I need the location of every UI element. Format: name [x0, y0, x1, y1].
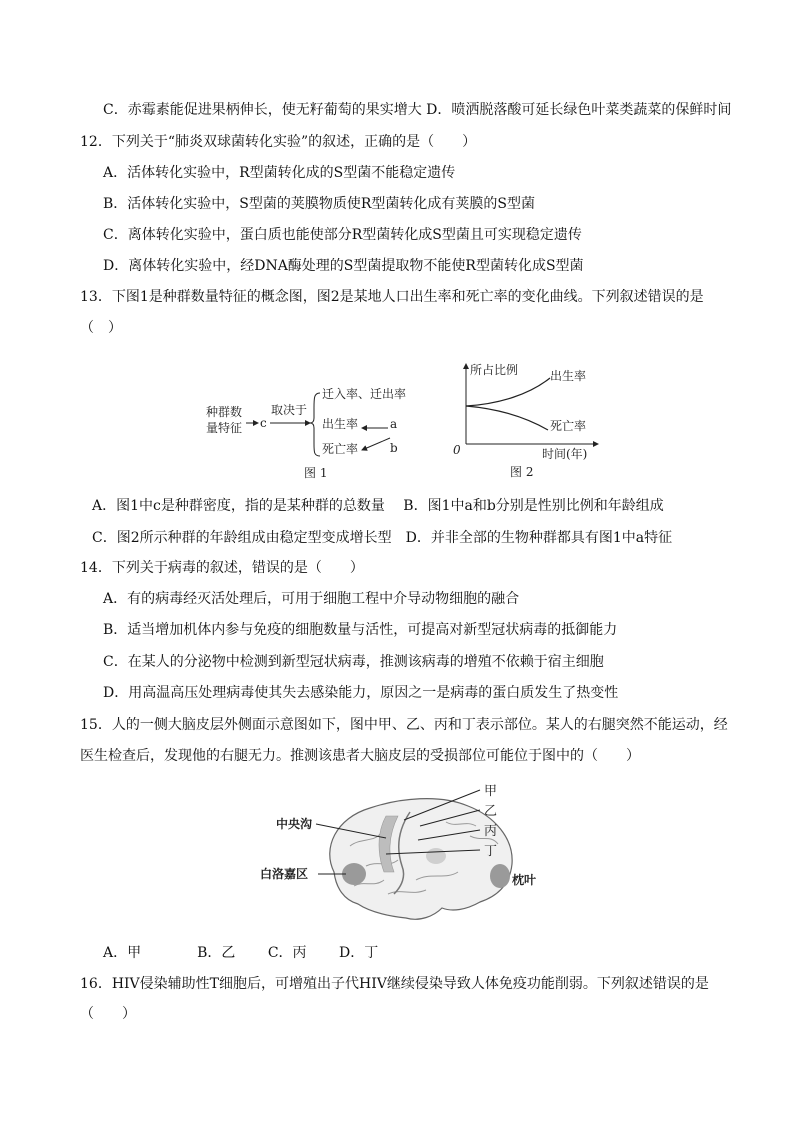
fig1-depends: 取决于: [271, 403, 308, 417]
question-14-option-d: D．用高温高压处理病毒使其失去感染能力，原因之一是病毒的蛋白质发生了热变性: [103, 685, 619, 701]
fig1-item-immigration: 迁入率、迁出率: [322, 387, 407, 401]
question-12-option-c: C．离体转化实验中，蛋白质也能使部分R型菌转化成S型菌且可实现稳定遗传: [103, 227, 582, 243]
question-13-options-line-1: A．图1中c是种群密度，指的是某种群的总数量 B．图1中a和b分别是性别比例和年龄组成: [92, 498, 664, 514]
fig2-series-birth-rate: 出生率: [550, 369, 587, 383]
label-occipital: 枕叶: [512, 873, 537, 887]
question-12-stem: 12．下列关于“肺炎双球菌转化实验”的叙述，正确的是（ ）: [80, 134, 477, 150]
fig2-xlabel: 时间(年): [542, 447, 588, 461]
question-14-option-b: B．适当增加机体内参与免疫的细胞数量与活性，可提高对新型冠状病毒的抵御能力: [103, 622, 618, 638]
question-14-option-a: A．有的病毒经灭活处理后，可用于细胞工程中介导动物细胞的融合: [103, 591, 520, 607]
fig1-c: c: [260, 416, 267, 430]
fig2-death-rate-curve: [466, 406, 548, 430]
fig1-label-left-1: 种群数: [206, 405, 243, 419]
label-broca: 白洛嘉区: [260, 867, 309, 881]
label-central-sulcus: 中央沟: [276, 817, 313, 831]
fig1-item-death-rate: 死亡率: [322, 442, 359, 456]
fig2-ylabel: 所占比例: [470, 363, 519, 377]
question-15-stem: 15．人的一侧大脑皮层外侧面示意图如下，图中甲、乙、丙和丁表示部位。某人的右腿突然不能运动，经: [80, 717, 728, 733]
fig2-birth-rate-curve: [466, 378, 550, 406]
fig1-item-birth-rate: 出生率: [322, 417, 359, 431]
label-yi: 乙: [484, 804, 498, 819]
question-15-stem-line-2: 医生检查后，发现他的右腿无力。推测该患者大脑皮层的受损部位可能位于图中的（ ）: [80, 748, 640, 764]
fig1-caption: 图 1: [304, 466, 328, 480]
question-13-options-line-2: C．图2所示种群的年龄组成由稳定型变成增长型 D．并非全部的生物种群都具有图1中a特征: [92, 530, 673, 546]
question-16-stem-bracket: （ ）: [80, 1006, 136, 1022]
fig2-caption: 图 2: [510, 465, 534, 479]
label-bing: 丙: [484, 824, 498, 839]
fig2-origin: 0: [453, 443, 461, 457]
question-12-option-d: D．离体转化实验中，经DNA酶处理的S型菌提取物不能使R型菌转化成S型菌: [103, 258, 584, 274]
question-13-stem-bracket: （ ）: [80, 320, 122, 336]
question-13-stem: 13．下图1是种群数量特征的概念图，图2是某地人口出生率和死亡率的变化曲线。下列叙述错误的是: [80, 289, 704, 305]
figure-2-rate-chart: [450, 358, 620, 482]
fig2-series-death-rate: 死亡率: [550, 419, 587, 433]
label-ding: 丁: [484, 844, 498, 859]
question-12-option-b: B．活体转化实验中，S型菌的荚膜物质使R型菌转化成有荚膜的S型菌: [103, 196, 536, 212]
region-bing-shade: [426, 848, 446, 864]
fig1-b: b: [390, 441, 398, 455]
question-14-stem: 14．下列关于病毒的叙述，错误的是（ ）: [80, 560, 364, 576]
question-14-option-c: C．在某人的分泌物中检测到新型冠状病毒，推测该病毒的增殖不依赖于宿主细胞: [103, 654, 604, 670]
question-16-stem: 16．HIV侵染辅助性T细胞后，可增殖出子代HIV继续侵染导致人体免疫功能削弱。下列叙述错误的是: [80, 976, 709, 992]
question-15-options: A．甲 B．乙 C．丙 D．丁: [103, 945, 379, 961]
occipital-region: [490, 864, 510, 888]
fig1-label-left-2: 量特征: [206, 421, 243, 435]
fig1-a: a: [390, 417, 398, 431]
question-11-option-c: C．赤霉素能促进果柄伸长，使无籽葡萄的果实增大 D．喷洒脱落酸可延长绿色叶菜类蔬菜的保鲜时间: [103, 102, 732, 118]
brain-cortex-diagram: [260, 776, 540, 932]
label-jia: 甲: [484, 784, 498, 799]
question-12-option-a: A．活体转化实验中，R型菌转化成的S型菌不能稳定遗传: [103, 165, 456, 181]
figure-1-concept-diagram: [200, 378, 407, 482]
